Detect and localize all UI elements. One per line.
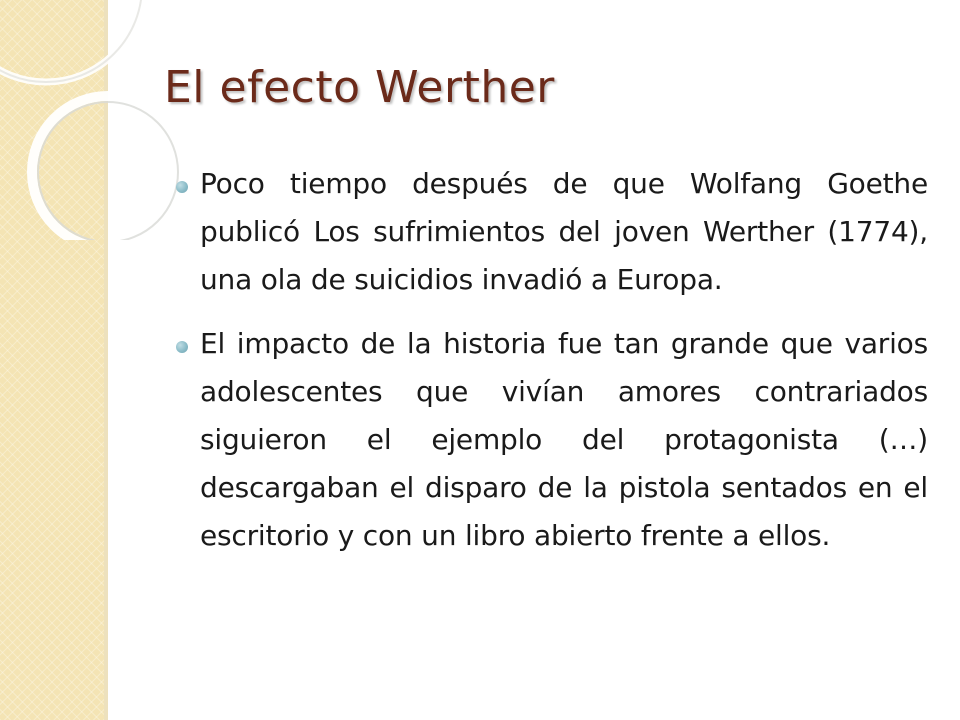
bullet-list bbox=[176, 160, 928, 576]
bullet-item bbox=[176, 320, 928, 560]
bullet-text: El impacto de la historia fue tan grande que varios adolescentes que vivían amores contrariados siguieron el ejemplo del protagonista (…) descargaban el disparo de la pistola sentados en el escritorio y con un libro abierto frente a ellos. bbox=[200, 327, 928, 552]
bullet-dot-icon bbox=[176, 181, 188, 193]
bullet-text: Poco tiempo después de que Wolfang Goethe publicó Los sufrimientos del joven Werther (1774), una ola de suicidios invadió a Europa. bbox=[200, 167, 928, 296]
bullet-item bbox=[176, 160, 928, 304]
bullet-dot-icon bbox=[176, 341, 188, 353]
slide-title: El efecto Werther bbox=[164, 62, 555, 113]
